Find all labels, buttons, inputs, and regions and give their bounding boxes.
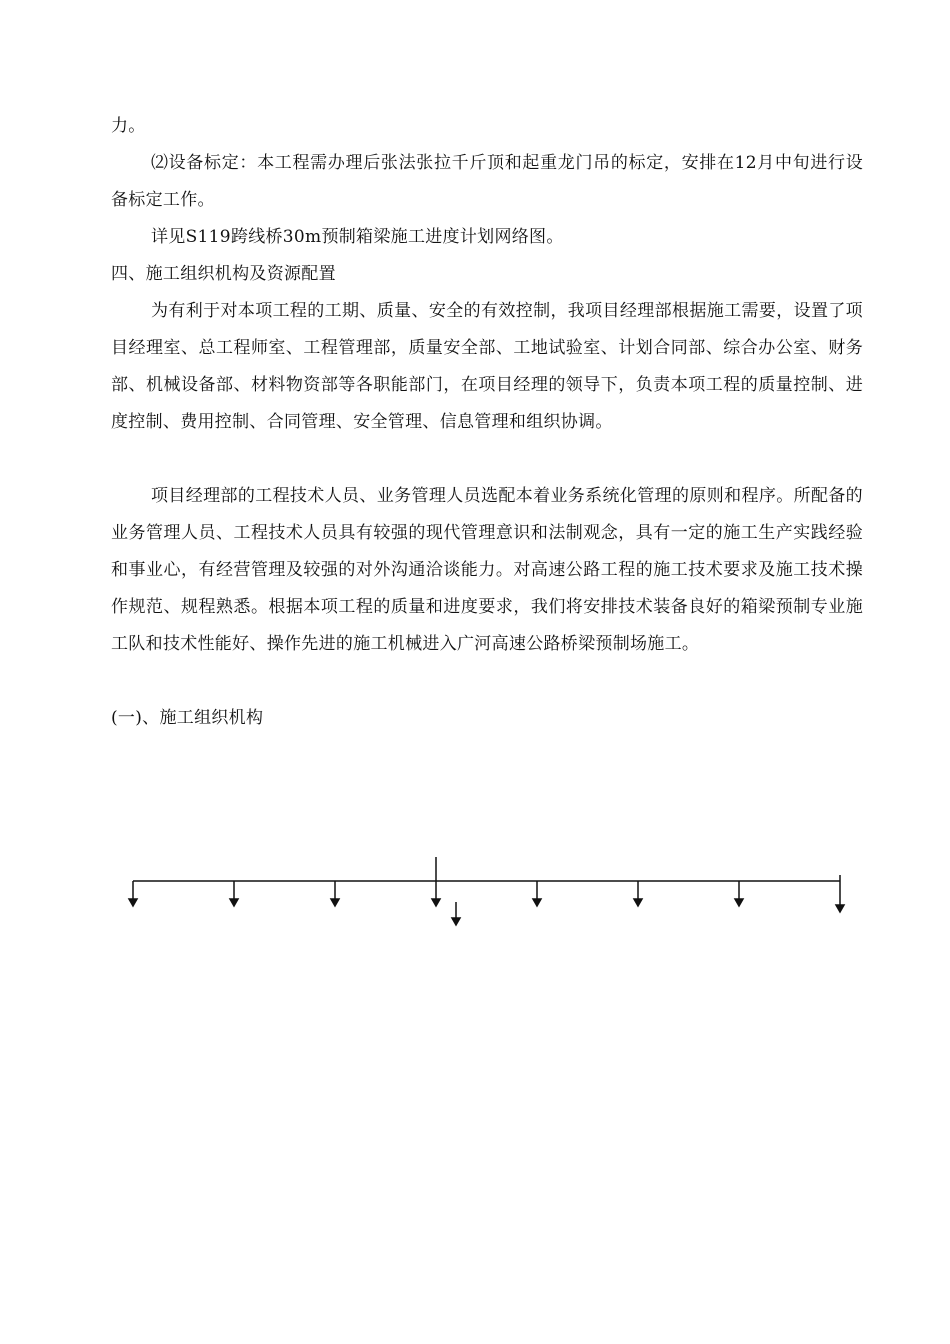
subsection-heading: (一)、施工组织机构 <box>111 708 264 728</box>
org-chart-branch-arrow-7 <box>735 881 743 906</box>
paragraph-continuation: 力。 <box>111 116 146 136</box>
paragraph-organization: 为有利于对本项工程的工期、质量、安全的有效控制，我项目经理部根据施工需要，设置了项目经理室、总工程师室、工程管理部，质量安全部、工地试验室、计划合同部、综合办公室、财务部、机械设备部、材料物资部等各职能部门，在项目经理的领导下，负责本项工程的质量控制、进度控制、费用控制、合同管理、安全管理、信息管理和组织协调。 <box>111 301 863 432</box>
org-chart-branch-arrow-6 <box>634 881 642 906</box>
section-heading: 四、施工组织机构及资源配置 <box>111 264 336 284</box>
paragraph-equipment-calibration: ⑵设备标定：本工程需办理后张法张拉千斤顶和起重龙门吊的标定，安排在12月中旬进行设备标定工作。 <box>111 153 863 210</box>
org-chart-extra-arrow <box>452 902 460 925</box>
org-chart-branch-arrow-8 <box>836 875 844 912</box>
org-chart-branch-arrow-2 <box>230 881 238 906</box>
org-chart-branch-arrow-1 <box>129 881 137 906</box>
org-chart-branch-arrow-5 <box>533 881 541 906</box>
org-chart-branch-arrow-4 <box>432 881 440 906</box>
paragraph-schedule-reference: 详见S119跨线桥30m预制箱梁施工进度计划网络图。 <box>151 227 564 247</box>
org-chart-branch-arrow-3 <box>331 881 339 906</box>
paragraph-staffing: 项目经理部的工程技术人员、业务管理人员选配本着业务系统化管理的原则和程序。所配备的业务管理人员、工程技术人员具有较强的现代管理意识和法制观念，具有一定的施工生产实践经验和事业心，有经营管理及较强的对外沟通洽谈能力。对高速公路工程的施工技术要求及施工技术操作规范、规程熟悉。根据本项工程的质量和进度要求，我们将安排技术装备良好的箱梁预制专业施工队和技术性能好、操作先进的施工机械进入广河高速公路桥梁预制场施工。 <box>111 486 863 654</box>
